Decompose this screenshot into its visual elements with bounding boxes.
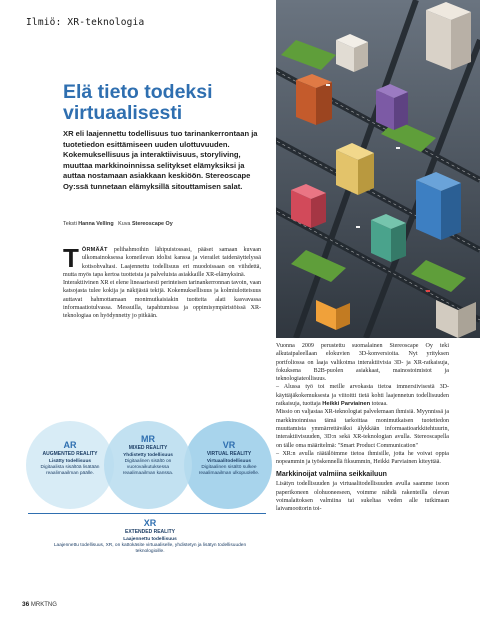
ar-code: AR	[63, 440, 77, 450]
xr-divider	[28, 513, 266, 514]
body-paragraph	[63, 243, 261, 279]
credit-text-author: Hanna Velling	[78, 221, 114, 227]
page-footer	[22, 601, 57, 608]
vr-desc: Digitaalinen sisältö sulkee reaalimaailman ulkopuolelle.	[198, 465, 260, 476]
body-paragraph	[276, 383, 449, 408]
xr-sub: Laajennettu todellisuus	[123, 537, 177, 542]
credit-image-author: Stereoscape Oy	[131, 221, 173, 227]
ar-name: AUGMENTED REALITY	[42, 451, 98, 457]
ar-label	[30, 440, 110, 477]
mr-sub: Yhdistetty todellisuus	[123, 453, 173, 458]
section-tag: Ilmiö: XR-teknologia	[26, 17, 145, 28]
credit-image-label: Kuva	[118, 221, 131, 227]
mr-name: MIXED REALITY	[128, 445, 168, 451]
body-column-left	[63, 243, 261, 321]
paragraph-text: pelihahmoihin lähipuistossasi, pääset samaan kuvaan ulkomainoksessa komeilevan idolisi kanssa ja vierailet taidenäyttelyssä kotisohvaltasi. Laajennettu todellisuus eri muodoissaan on viihdettä, mutta myös tapa kertoa tuotteista ja palveluista asiakkaille XR-elämyksinä.	[63, 247, 261, 278]
body-paragraph: Vuonna 2009 perustettu suomalainen Stereoscape Oy teki alkutaipaleellaan elokuvien 3D-konversioita. Nyt yrityksen portfoliossa on laaja valikoima interaktiivisia 3D- ja XR-ratkaisuja, fokuksena B2B-puolen asiakkaat, mainostoimistot ja teknologiateollisuus.	[276, 343, 449, 383]
body-paragraph: Lisätyn todellisuuden ja virtuaalitodellisuuden avulla saamme isoon paperikoneen olohuoneeseen, voimme nähdä rakenteilla olevan voimalaitoksen valmiina tai sukeltaa veden alle tutkimaan laivamoottorin toi-	[276, 481, 449, 513]
city-illustration	[276, 0, 480, 338]
article-lead: XR eli laajennettu todellisuus tuo tarinankerrontaan ja tuotetiedon esittämiseen uuden ulottuvuuden. Kokemuksellisuus ja interaktiivisuus, storyliving, muuttaa markkinoinnissa selitykset elämyksiksi ja auttaa nostamaan asiakkaan keskiöön. Stereoscape Oy:ssä tunnetaan elämyksillä sitouttamisen salat.	[63, 129, 258, 191]
xr-code: XR	[143, 518, 157, 528]
paragraph-text: toteaa.	[370, 401, 388, 408]
city-illustration-svg	[276, 0, 480, 338]
article-title: Elä tieto todeksi virtuaalisesti	[63, 81, 213, 124]
ar-sub: Lisätty todellisuus	[48, 459, 92, 464]
magazine-name: MRKTNG	[30, 602, 57, 608]
xr-name: EXTENDED REALITY	[124, 529, 175, 535]
ar-desc: Digitaalista sisältöä lisätään reaalimaailman päälle.	[40, 465, 100, 476]
mr-desc: Digitaalinen sisältö on vuorovaikutuksessa reaalimaailman kanssa.	[122, 459, 174, 476]
body-paragraph: Missio on valjastaa XR-teknologiat palvelemaan ihmisiä. Myynnissä ja markkinoinnissa tämä tarkoittaa monimutkaisen tuotetiedon muuttamista ymmärrettäväksi älykkään informaatioarkkitehtuurin, interaktiivisuuden, 3D:n sekä XR-teknologian avulla. Stereoscapella on tälle oma määritelmä: "Smart Product Communication"	[276, 409, 449, 449]
mr-code: MR	[141, 434, 155, 444]
credit-text-label: Teksti	[63, 221, 77, 227]
drop-cap: T	[63, 243, 79, 273]
article-credits	[63, 221, 173, 227]
vr-code: VR	[222, 440, 236, 450]
body-paragraph: – XR:n avulla räätälöimme tietoa ihmisille, jotta he voivat oppia nopeammin ja työskennellä fiksummin, Heikki Parviainen kiteyttää.	[276, 450, 449, 466]
body-paragraph: Interaktiivinen XR ei elene lineaarisesti perinteisen tarinankerronnan tavoin, vaan katsojasta tulee kokija ja näkijästä tekijä. Kokemuksellisuus ja kolmiulotteisuus auttavat hahmottamaan monimutkaisiakin tuotteita alati kasvavassa informaatiotulvassa. Messuilla, tapahtumissa ja oppimisympäristöissä XR-teknologiaa on hyödynnetty jo pitkään.	[63, 280, 261, 320]
body-column-right	[276, 342, 449, 514]
section-subhead: Markkinoijat valmiina seikkailuun	[276, 471, 387, 479]
xr-label	[50, 518, 250, 555]
caps-lead-in: ÖRMÄÄT	[81, 247, 108, 253]
page-number: 36	[22, 601, 30, 608]
xr-desc: Laajennettu todellisuus, XR, on kattokäsite virtuaaliselle, yhdistetyn ja lisätyn todellisuuden teknologioille.	[53, 543, 247, 554]
person-name: Heikki Parviainen	[322, 401, 371, 408]
vr-sub: Virtuaalitodellisuus	[206, 459, 252, 464]
paragraph-text: – Alussa työ toi meille arvokasta tietoa immersiivisestä 3D-käyttäjäkokemuksesta ja viitoitti tietä kohti laajennetun todellisuuden ratkaisuja, tuottaja	[276, 384, 449, 408]
vr-label	[190, 440, 268, 477]
mr-label	[116, 434, 180, 477]
vr-name: VIRTUAL REALITY	[206, 451, 252, 457]
